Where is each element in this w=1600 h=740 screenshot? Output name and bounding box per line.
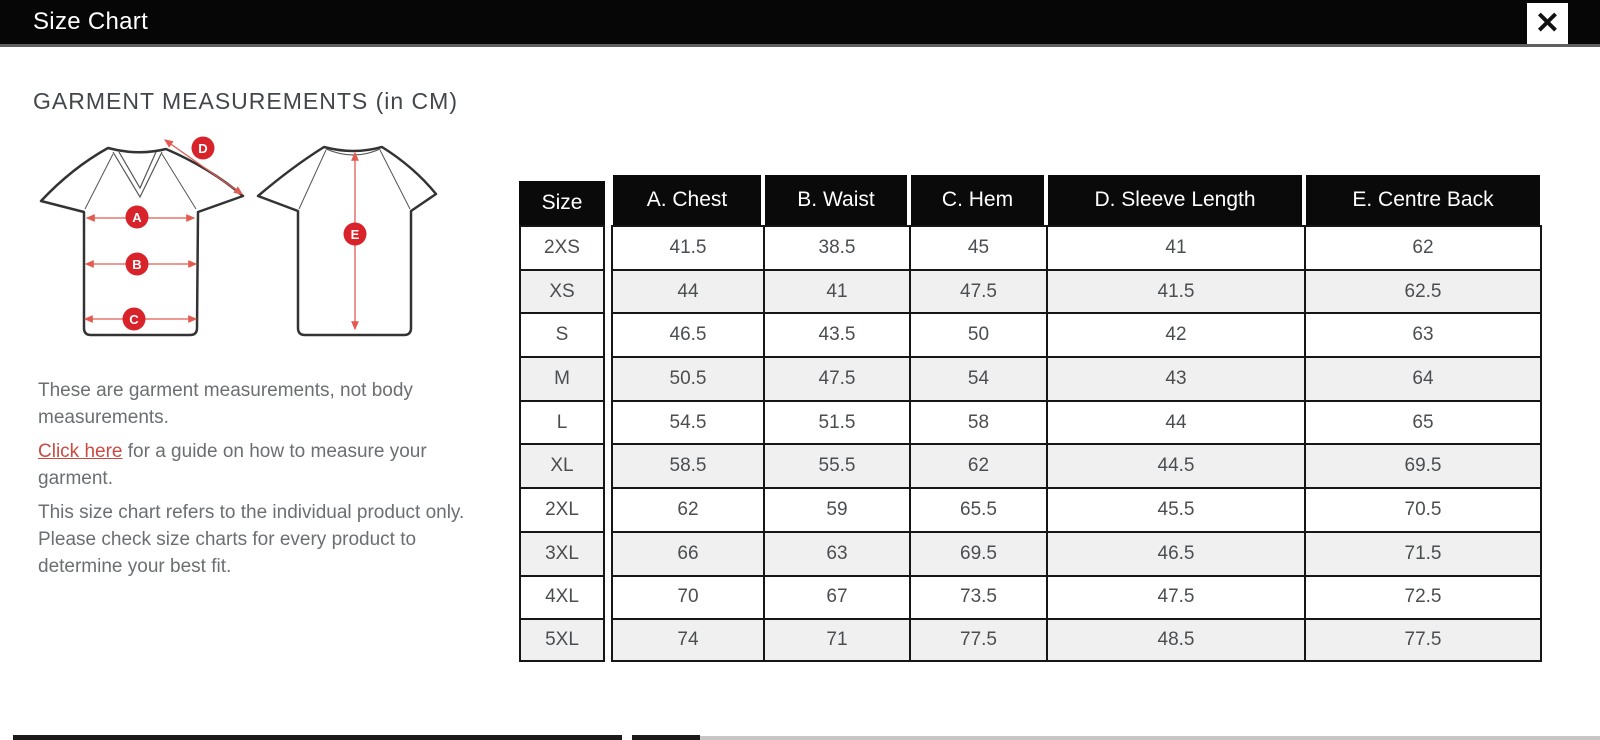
value-cell: 67 (763, 575, 909, 619)
value-cell: 77.5 (1304, 618, 1542, 662)
size-cell: 5XL (519, 618, 605, 662)
below-fold-divider (700, 736, 1600, 740)
below-fold-element-left (13, 735, 622, 740)
value-cell: 51.5 (763, 400, 909, 444)
value-cell: 65.5 (909, 487, 1046, 531)
measure-badge-hem (123, 308, 146, 331)
value-cell: 70.5 (1304, 487, 1542, 531)
svg-text:E: E (350, 227, 360, 242)
below-fold-element-mid (632, 735, 700, 740)
value-cell: 54.5 (611, 400, 763, 444)
value-cell: 41.5 (611, 225, 763, 269)
value-cell: 47.5 (1046, 575, 1304, 619)
measure-guide-link[interactable]: Click here (38, 441, 123, 463)
svg-text:B: B (132, 257, 142, 272)
value-cell: 42 (1046, 312, 1304, 356)
value-cell: 62.5 (1304, 269, 1542, 313)
value-cell: 44 (1046, 400, 1304, 444)
value-cell: 62 (909, 443, 1046, 487)
note-guide-rest: for a guide on how to measure your garment. (38, 441, 427, 489)
garment-diagram (20, 122, 440, 357)
size-cell: L (519, 400, 605, 444)
value-cell: 74 (611, 618, 763, 662)
measure-badge-sleeve (192, 137, 215, 160)
size-cell: 3XL (519, 531, 605, 575)
value-cell: 44.5 (1046, 443, 1304, 487)
measure-badge-chest (126, 206, 149, 229)
close-button[interactable] (1527, 3, 1568, 44)
modal-header (0, 0, 1600, 47)
tshirt-back-view (258, 147, 436, 335)
value-cell: 41 (763, 269, 909, 313)
value-cell: 71 (763, 618, 909, 662)
close-icon: ✕ (1534, 6, 1561, 40)
size-cell: XL (519, 443, 605, 487)
value-cell: 70 (611, 575, 763, 619)
value-cell: 43 (1046, 356, 1304, 400)
value-cell: 69.5 (909, 531, 1046, 575)
notes-block (38, 378, 468, 588)
svg-text:A: A (132, 210, 142, 225)
value-cell: 71.5 (1304, 531, 1542, 575)
value-cell: 46.5 (611, 312, 763, 356)
modal-title: Size Chart (33, 8, 149, 35)
value-cell: 63 (1304, 312, 1542, 356)
size-cell: S (519, 312, 605, 356)
tshirt-front-view (41, 137, 243, 336)
svg-text:D: D (198, 141, 208, 156)
value-cell: 50.5 (611, 356, 763, 400)
value-cell: 59 (763, 487, 909, 531)
value-cell: 63 (763, 531, 909, 575)
value-cell: 62 (1304, 225, 1542, 269)
header-cell: E. Centre Back (1306, 175, 1540, 225)
value-cell: 50 (909, 312, 1046, 356)
value-cell: 77.5 (909, 618, 1046, 662)
note-product: This size chart refers to the individual product only. Please check size charts for every product to determine your best fit. (38, 502, 465, 577)
value-cell: 58 (909, 400, 1046, 444)
value-cell: 58.5 (611, 443, 763, 487)
header-cell: Size (519, 181, 605, 225)
column-gap (605, 175, 611, 225)
value-cell: 45.5 (1046, 487, 1304, 531)
value-cell: 48.5 (1046, 618, 1304, 662)
value-cell: 72.5 (1304, 575, 1542, 619)
note-measurements: These are garment measurements, not body measurements. (38, 380, 413, 428)
value-cell: 73.5 (909, 575, 1046, 619)
header-cell: D. Sleeve Length (1048, 175, 1302, 225)
value-cell: 43.5 (763, 312, 909, 356)
section-heading: GARMENT MEASUREMENTS (in CM) (33, 88, 458, 114)
measure-badge-waist (126, 253, 149, 276)
value-cell: 44 (611, 269, 763, 313)
size-cell: XS (519, 269, 605, 313)
value-cell: 66 (611, 531, 763, 575)
size-cell: 2XL (519, 487, 605, 531)
header-cell: C. Hem (911, 175, 1044, 225)
value-cell: 54 (909, 356, 1046, 400)
note-guide (38, 439, 468, 492)
header-cell: A. Chest (613, 175, 761, 225)
size-cell: M (519, 356, 605, 400)
value-cell: 55.5 (763, 443, 909, 487)
value-cell: 47.5 (909, 269, 1046, 313)
header-cell: B. Waist (765, 175, 907, 225)
value-cell: 64 (1304, 356, 1542, 400)
size-cell: 4XL (519, 575, 605, 619)
measure-badge-centre-back (344, 223, 367, 246)
value-cell: 65 (1304, 400, 1542, 444)
value-cell: 45 (909, 225, 1046, 269)
value-cell: 47.5 (763, 356, 909, 400)
size-cell: 2XS (519, 225, 605, 269)
value-cell: 38.5 (763, 225, 909, 269)
size-chart-table (519, 175, 1542, 662)
value-cell: 41 (1046, 225, 1304, 269)
value-cell: 46.5 (1046, 531, 1304, 575)
value-cell: 69.5 (1304, 443, 1542, 487)
value-cell: 41.5 (1046, 269, 1304, 313)
svg-text:C: C (129, 312, 139, 327)
value-cell: 62 (611, 487, 763, 531)
